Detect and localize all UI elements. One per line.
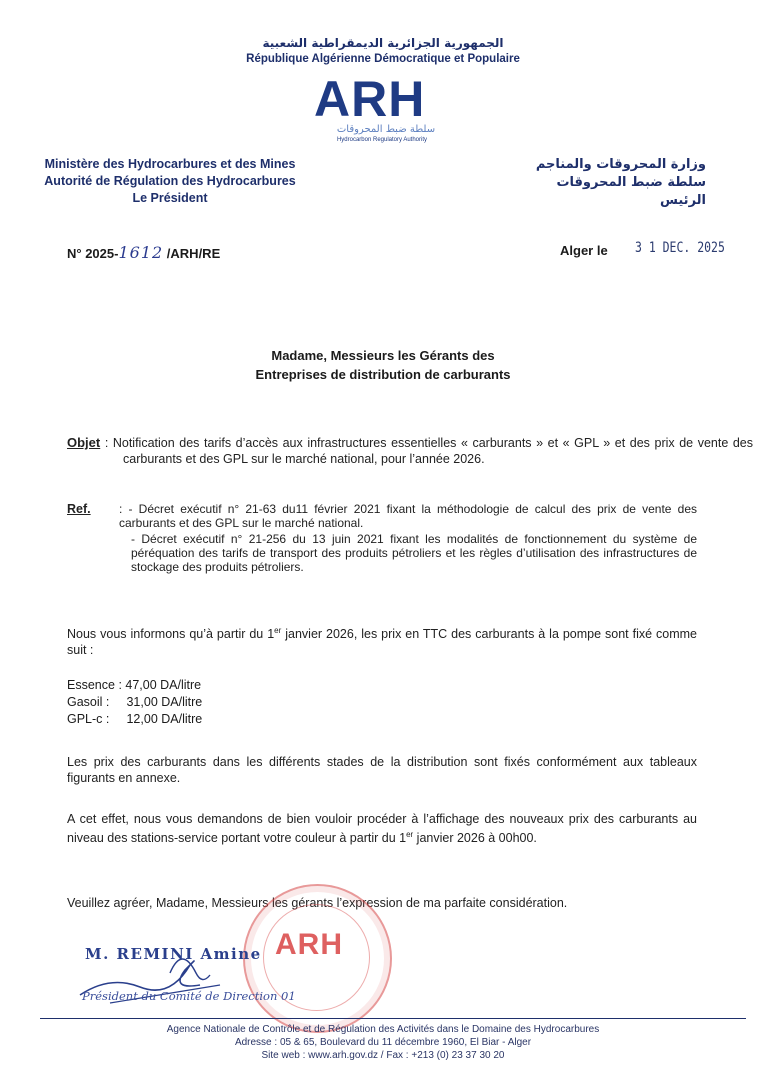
president-label-arabic: الرئيس [660, 193, 706, 208]
logo-english-text: Hydrocarbon Regulatory Authority [336, 137, 428, 143]
footer-address: Adresse : 05 & 65, Boulevard du 11 décembre 1960, El Biar - Alger [234, 1037, 532, 1048]
ref-item-text: : - Décret exécutif n° 21-63 du11 février 2021 fixant la méthodologie de calcul des prix de vente des carburants et des GPL sur le marché national. [119, 502, 697, 530]
fuel-price: 12,00 DA/litre [126, 712, 203, 726]
fuel-price: : 47,00 DA/litre [118, 678, 202, 692]
price-row-gasoil [67, 694, 202, 711]
fuel-name: GPL-c : [67, 712, 110, 726]
footer-contact: Site web : www.arh.gov.dz / Fax : +213 (0) 23 37 30 20 [261, 1050, 505, 1061]
place-label: Alger le [560, 243, 608, 258]
stamp-text: ARH [275, 928, 343, 961]
fuel-name: Gasoil : [67, 695, 110, 709]
arh-logo [304, 71, 454, 146]
signatory-title: Président du Comité de Direction 01 [82, 989, 296, 1003]
addressee-line-2: Entreprises de distribution de carburants [255, 367, 511, 382]
official-stamp [243, 884, 392, 1033]
ministry-name: Ministère des Hydrocarbures et des Mines [44, 157, 296, 171]
paragraph-text: janvier 2026, les prix en TTC des carburants à la pompe sont fixé comme suit : [67, 627, 697, 658]
reference-suffix: /ARH/RE [166, 246, 221, 261]
header-arabic-title: الجمهورية الجزائرية الديمقراطية الشعبية [262, 36, 504, 50]
paragraph-display [67, 811, 697, 846]
paragraph-text: A cet effet, nous vous demandons de bien vouloir procéder à l’affichage des nouveaux prix des carburants au niveau des stations-service portant votre couleur à partir du 1 [67, 812, 697, 846]
paragraph-annex: Les prix des carburants dans les différents stades de la distribution sont fixés conformément aux tableaux figurants en annexe. [67, 755, 697, 785]
logo-text: ARH [314, 71, 426, 127]
logo-arabic-text: سلطة ضبط المحروقات [336, 124, 436, 135]
fuel-price: 31,00 DA/litre [126, 695, 203, 709]
ref-section [67, 502, 697, 576]
price-row-gpl [67, 711, 202, 728]
reference-number [67, 243, 220, 262]
authority-name-arabic: سلطة ضبط المحروقات [556, 175, 706, 190]
ref-item [67, 502, 697, 530]
addressee [0, 346, 766, 384]
date-stamp: 3 1 DEC. 2025 [635, 240, 725, 256]
superscript: er [274, 626, 282, 635]
footer [0, 1023, 766, 1062]
superscript: er [406, 830, 414, 839]
ministry-name-arabic: وزارة المحروقات والمناجم [535, 157, 706, 172]
paragraph-prices-intro [67, 623, 697, 658]
closing-formula: Veuillez agréer, Madame, Messieurs les gérants l’expression de ma parfaite considération. [67, 896, 568, 910]
president-label: Le Président [132, 191, 208, 205]
paragraph-text: janvier 2026 à 00h00. [413, 831, 537, 846]
authority-name: Autorité de Régulation des Hydrocarbures [44, 174, 296, 188]
paragraph-text: Nous vous informons qu’à partir du 1 [67, 627, 275, 642]
price-row-essence [67, 677, 202, 694]
signatory-name: M. REMINI Amine [85, 945, 262, 963]
objet-label: Objet [67, 435, 101, 450]
reference-prefix: N° 2025- [67, 246, 119, 261]
price-list [67, 677, 202, 728]
ministry-block-arabic [526, 156, 706, 210]
reference-handwritten: 1612 [118, 243, 164, 262]
header-french-title: République Algérienne Démocratique et Populaire [246, 53, 520, 65]
ref-item-text: - Décret exécutif n° 21-256 du 13 juin 2021 fixant les modalités de fonctionnement du système de péréquation des tarifs de transport des produits pétroliers et les règles d’utilisation des infrastructures de stockage des produits pétroliers. [131, 532, 697, 574]
ministry-block-french [30, 156, 310, 207]
footer-agency: Agence Nationale de Contrôle et de Régulation des Activités dans le Domaine des Hydrocarbures [166, 1024, 600, 1035]
objet-text: : Notification des tarifs d’accès aux infrastructures essentielles « carburants » et « GPL » et des prix de vente des carburants et des GPL sur le marché national, pour l’année 2026. [104, 436, 753, 466]
objet-section [67, 435, 753, 467]
footer-divider [40, 1018, 746, 1019]
fuel-name: Essence [67, 678, 115, 692]
ref-label: Ref. [67, 502, 91, 516]
addressee-line-1: Madame, Messieurs les Gérants des [271, 348, 495, 363]
ref-item [67, 532, 697, 574]
